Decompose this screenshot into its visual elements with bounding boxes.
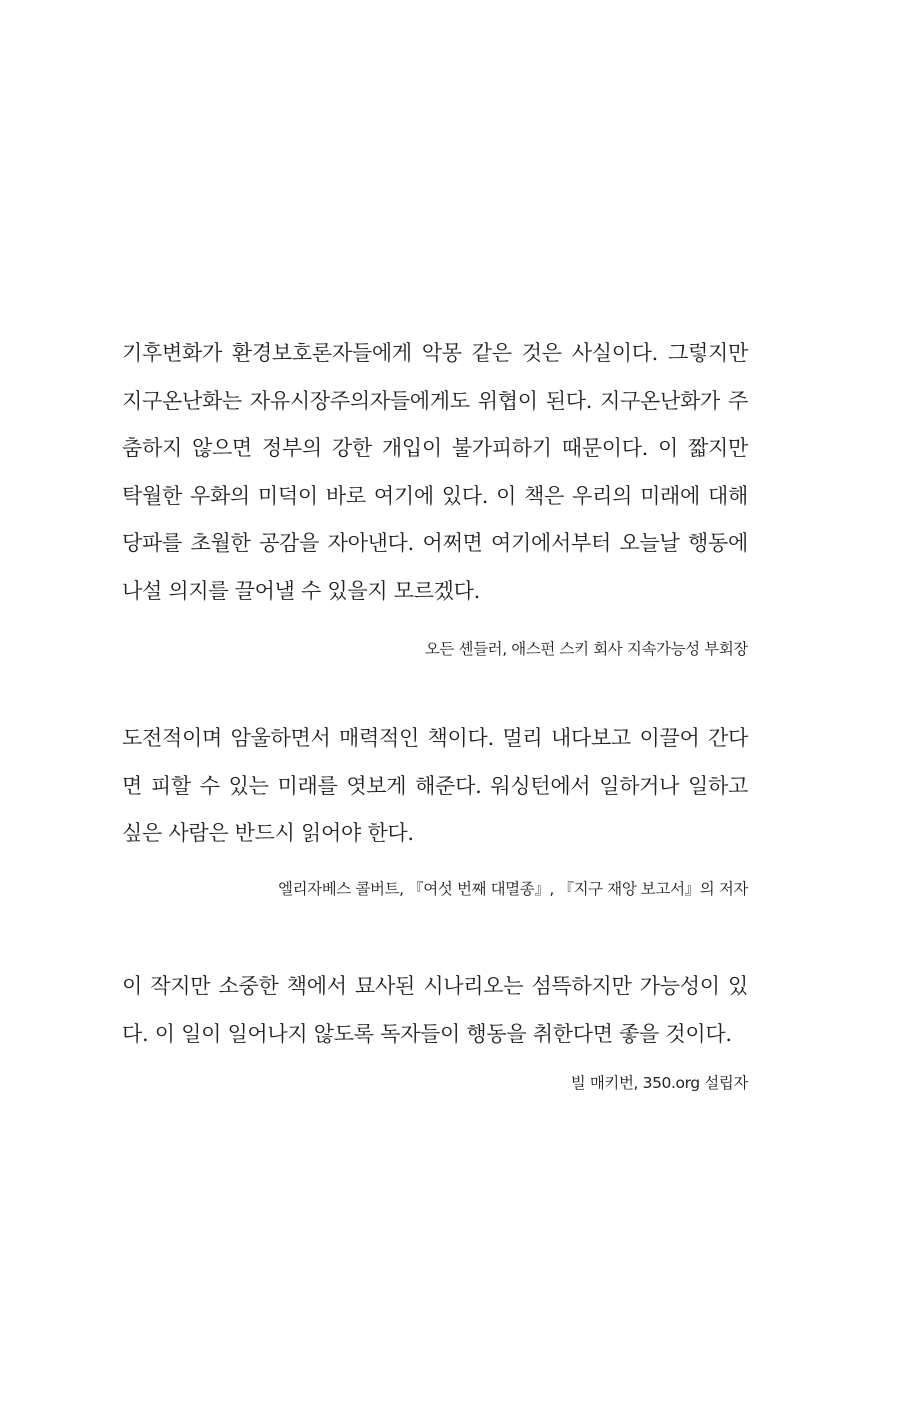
- quote-line: 이 작지만 소중한 책에서 묘사된 시나리오는 섬뜩하지만 가능성이 있: [122, 974, 748, 998]
- quote-line: 춤하지 않으면 정부의 강한 개입이 불가피하기 때문이다. 이 짧지만: [122, 436, 748, 460]
- endorsement-attribution-3: 빌 매키번, 350.org 설립자: [570, 1074, 748, 1092]
- endorsement-attribution-2: 엘리자베스 콜버트, 『여섯 번째 대멸종』, 『지구 재앙 보고서』의 저자: [278, 880, 748, 898]
- quote-line: 도전적이며 암울하면서 매력적인 책이다. 멀리 내다보고 이끌어 간다: [122, 726, 748, 750]
- quote-line: 기후변화가 환경보호론자들에게 악몽 같은 것은 사실이다. 그렇지만: [122, 341, 748, 365]
- endorsement-quote-2: [122, 715, 748, 858]
- quote-line: 다. 이 일이 일어나지 않도록 독자들이 행동을 취한다면 좋을 것이다.: [122, 1021, 732, 1046]
- quote-line: 당파를 초월한 공감을 자아낸다. 어쩌면 여기에서부터 오늘날 행동에: [122, 531, 748, 555]
- quote-line: 나설 의지를 끌어낼 수 있을지 모르겠다.: [122, 578, 481, 603]
- quote-line: 지구온난화는 자유시장주의자들에게도 위협이 된다. 지구온난화가 주: [122, 388, 748, 413]
- quote-line: 탁월한 우화의 미덕이 바로 여기에 있다. 이 책은 우리의 미래에 대해: [122, 483, 748, 508]
- quote-line: 싶은 사람은 반드시 읽어야 한다.: [122, 821, 414, 845]
- endorsement-quote-3: [122, 963, 748, 1058]
- quote-line: 면 피할 수 있는 미래를 엿보게 해준다. 워싱턴에서 일하거나 일하고: [122, 773, 748, 798]
- endorsement-attribution-1: 오든 셴들러, 애스펀 스키 회사 지속가능성 부회장: [424, 640, 748, 658]
- endorsement-quote-1: [122, 330, 748, 615]
